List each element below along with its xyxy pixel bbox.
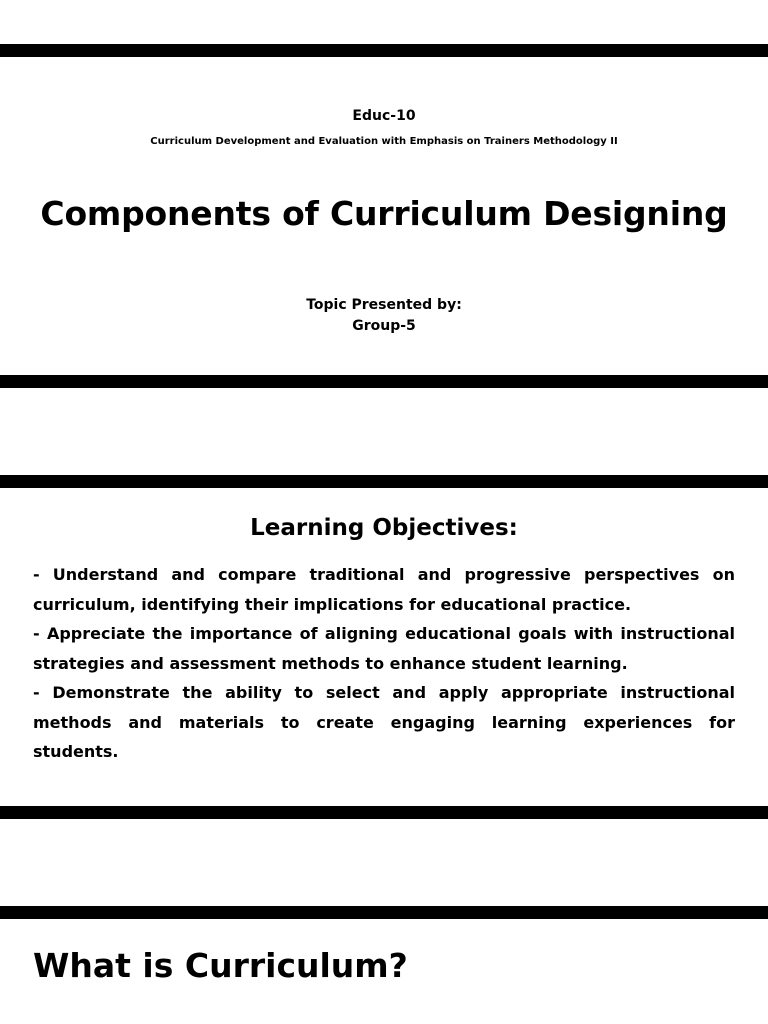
course-title: Curriculum Development and Evaluation with Emphasis on Trainers Methodology II xyxy=(150,136,618,147)
slide-border-top xyxy=(0,475,768,488)
objective-item: - Appreciate the importance of aligning educational goals with instructional strategies and assessment methods to enhance student learning. xyxy=(33,624,735,673)
objective-item: - Understand and compare traditional and progressive perspectives on curriculum, identifying their implications for educational practice. xyxy=(33,565,735,614)
objectives-list xyxy=(33,560,735,767)
presenter-block xyxy=(0,295,768,337)
presented-by-label: Topic Presented by: xyxy=(306,297,462,313)
slide-border-bottom xyxy=(0,375,768,388)
curriculum-heading: What is Curriculum? xyxy=(33,946,408,985)
slide-border-top xyxy=(0,44,768,57)
course-code: Educ-10 xyxy=(352,108,416,124)
slide-border-top xyxy=(0,906,768,919)
group-name: Group-5 xyxy=(352,318,416,334)
slide-border-bottom xyxy=(0,806,768,819)
slide-title: Components of Curriculum Designing xyxy=(40,194,728,233)
objectives-heading: Learning Objectives: xyxy=(250,515,518,541)
objective-item: - Demonstrate the ability to select and apply appropriate instructional methods and materials to create engaging learning experiences for students. xyxy=(33,683,735,761)
